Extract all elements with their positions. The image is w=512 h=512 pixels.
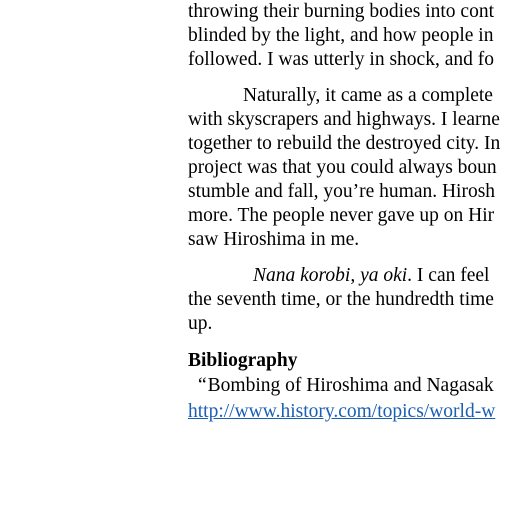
- paragraph-3-line-2: the seventh time, or the hundredth time: [188, 289, 494, 310]
- paragraph-3-line-1-rest: . I can feel: [407, 265, 490, 286]
- paragraph-3-line-1: [253, 264, 489, 288]
- bibliography-entry: [198, 374, 494, 398]
- paragraph-3-line-3: up.: [188, 313, 213, 334]
- paragraph-2-line-1: Naturally, it came as a complete: [243, 85, 493, 106]
- paragraph-2-line-7: saw Hiroshima in me.: [188, 229, 360, 250]
- bibliography-heading: Bibliography: [188, 350, 298, 371]
- paragraph-1-line-2: blinded by the light, and how people in: [188, 25, 494, 46]
- bibliography-open-quote: “: [198, 375, 207, 396]
- paragraph-2-line-2: with skyscrapers and highways. I learne: [188, 109, 500, 130]
- paragraph-1-line-1: throwing their burning bodies into cont: [188, 1, 495, 22]
- paragraph-1-line-3: followed. I was utterly in shock, and fo: [188, 49, 494, 70]
- paragraph-2-line-4: project was that you could always boun: [188, 157, 497, 178]
- paragraph-2-line-5: stumble and fall, you’re human. Hirosh: [188, 181, 496, 202]
- proverb-text: Nana korobi, ya oki: [253, 265, 408, 286]
- paragraph-2-line-6: more. The people never gave up on Hir: [188, 205, 495, 226]
- bibliography-entry-text: Bombing of Hiroshima and Nagasak: [207, 375, 494, 396]
- paragraph-2-line-3: together to rebuild the destroyed city. In: [188, 133, 501, 154]
- bibliography-link[interactable]: http://www.history.com/topics/world-w: [188, 401, 496, 422]
